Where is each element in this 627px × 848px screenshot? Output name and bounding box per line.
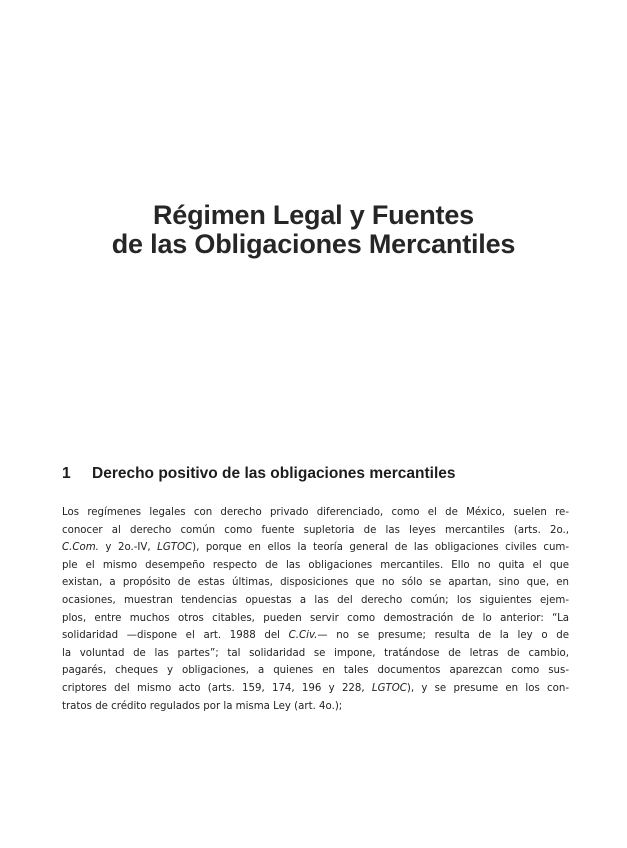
- page-title-line-2: de las Obligaciones Mercantiles: [111, 229, 516, 259]
- text-run: ), y se presume en los con-: [406, 682, 570, 694]
- law-abbreviation: LGTOC: [157, 542, 193, 554]
- paragraph-line: [62, 574, 569, 592]
- paragraph-line: [62, 627, 569, 645]
- text-run: pagarés, cheques y obligaciones, a quienes en tales documentos aparezcan como sus-: [62, 665, 569, 677]
- section-heading-text: Derecho positivo de las obligaciones mercantiles: [92, 465, 456, 482]
- paragraph-line: [62, 610, 569, 628]
- text-run: criptores del mismo acto (arts. 159, 174, 196 y 228,: [62, 682, 372, 694]
- paragraph-line: [62, 557, 569, 575]
- text-run: y 2o.-IV,: [98, 542, 158, 554]
- text-run: — no se presume; resulta de la ley o de: [317, 630, 569, 642]
- paragraph-line: [62, 504, 569, 522]
- section-heading: [62, 464, 572, 484]
- body-paragraph: [62, 504, 569, 715]
- text-run: plos, entre muchos otros citables, pueden servir como demostración de lo anterior: “La: [62, 612, 569, 624]
- text-run: ), porque en ellos la teoría general de las obligaciones civiles cum-: [192, 542, 569, 554]
- text-run: la voluntad de las partes”; tal solidaridad se impone, tratándose de letras de cambio,: [62, 647, 569, 659]
- text-run: ocasiones, muestran tendencias opuestas a las del derecho común; los siguientes ejem-: [62, 594, 569, 606]
- text-run: existan, a propósito de estas últimas, disposiciones que no sólo se apartan, sino que, en: [62, 577, 569, 589]
- text-run: solidaridad —dispone el art. 1988 del: [62, 630, 289, 642]
- law-abbreviation: C.Civ.: [288, 630, 318, 642]
- paragraph-line: [62, 522, 569, 540]
- text-run: Los regímenes legales con derecho privado diferenciado, como el de México, suelen re-: [62, 507, 569, 518]
- text-run: ple el mismo desempeño respecto de las obligaciones mercantiles. Ello no quita el que: [62, 559, 569, 571]
- paragraph-line: [62, 645, 569, 663]
- law-abbreviation: LGTOC: [371, 682, 407, 694]
- paragraph-line: [62, 680, 569, 698]
- text-run: conocer al derecho común como fuente supletoria de las leyes mercantiles (arts. 2o.,: [62, 524, 569, 536]
- page-title-line-1: Régimen Legal y Fuentes: [153, 200, 474, 230]
- paragraph-line: [62, 662, 569, 680]
- paragraph-line: [62, 539, 569, 557]
- section-number: 1: [62, 465, 71, 482]
- law-abbreviation: C.Com.: [62, 542, 99, 554]
- text-run: tratos de crédito regulados por la misma Ley (art. 4o.);: [62, 700, 343, 712]
- paragraph-line: [62, 698, 569, 716]
- paragraph-line: [62, 592, 569, 610]
